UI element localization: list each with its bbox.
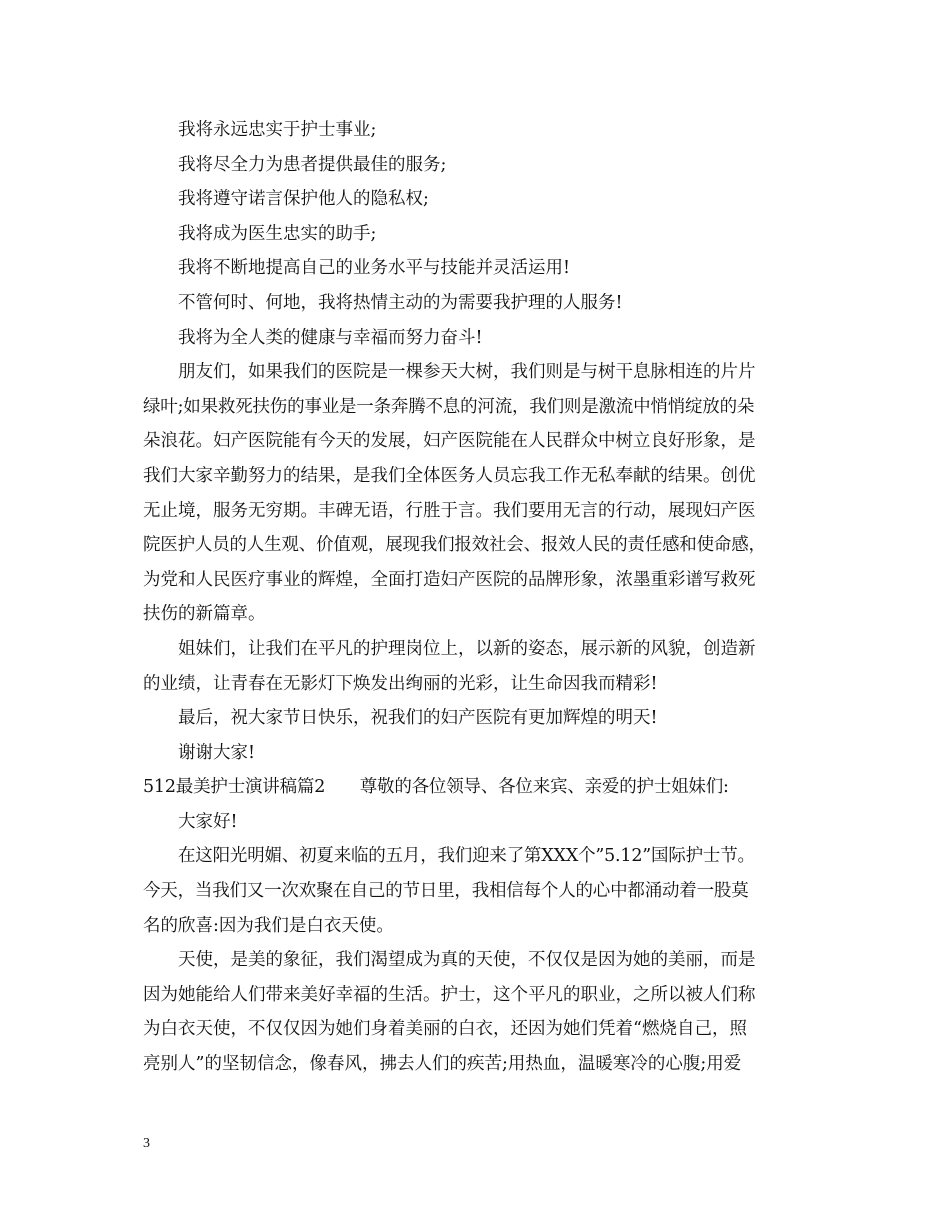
- text-line: 为白衣天使，不仅仅因为她们身着美丽的白衣，还因为她们凭着“燃烧自己，照: [143, 1019, 747, 1040]
- text-line: 朋友们，如果我们的医院是一棵参天大树，我们则是与树干息脉相连的片片: [178, 362, 756, 383]
- text-line: 谢谢大家!: [178, 742, 256, 763]
- text-line: 我将为全人类的健康与幸福而努力奋斗!: [178, 327, 483, 348]
- text-line: 在这阳光明媚、初夏来临的五月，我们迎来了第XXX个”5.12”国际护士节。: [178, 846, 755, 867]
- text-line: 今天，当我们又一次欢聚在自己的节日里，我相信每个人的心中都涌动着一股莫: [143, 881, 749, 902]
- text-line: 为党和人民医疗事业的辉煌，全面打造妇产医院的品牌形象，浓墨重彩谱写救死: [143, 569, 756, 590]
- text-line: 不管何时、何地，我将热情主动的为需要我护理的人服务!: [178, 292, 623, 313]
- text-line: 无止境，服务无穷期。丰碑无语，行胜于言。我们要用无言的行动，展现妇产医: [143, 500, 756, 521]
- text-line: 我将遵守诺言保护他人的隐私权;: [178, 189, 429, 210]
- section-title-line: 512最美护士演讲稿篇2 尊敬的各位领导、各位来宾、亲爱的护士姐妹们:: [143, 777, 729, 798]
- text-line: 院医护人员的人生观、价值观，展现我们报效社会、报效人民的责任感和使命感，: [143, 535, 766, 556]
- text-line: 扶伤的新篇章。: [143, 604, 266, 625]
- text-line: 绿叶;如果救死扶伤的事业是一条奔腾不息的河流，我们则是激流中悄悄绽放的朵: [143, 396, 755, 417]
- text-line: 大家好!: [178, 811, 238, 832]
- text-line: 我将永远忠实于护士事业;: [178, 120, 377, 140]
- text-line: 我们大家辛勤努力的结果，是我们全体医务人员忘我工作无私奉献的结果。创优: [143, 465, 756, 486]
- document-body: [143, 113, 811, 1082]
- text-line: 亮别人”的坚韧信念，像春风，拂去人们的疾苦;用热血，温暖寒冷的心腹;用爱: [143, 1054, 742, 1075]
- text-line: 名的欣喜:因为我们是白衣天使。: [143, 915, 394, 936]
- text-line: 天使，是美的象征，我们渴望成为真的天使，不仅仅是因为她的美丽，而是: [178, 950, 756, 971]
- text-line: 我将成为医生忠实的助手;: [178, 223, 377, 244]
- text-line: 的业绩，让青春在无影灯下焕发出绚丽的光彩，让生命因我而精彩!: [143, 673, 658, 694]
- page-number: 3: [143, 1136, 150, 1151]
- text-line: 我将尽全力为患者提供最佳的服务;: [178, 154, 447, 175]
- text-line: 最后，祝大家节日快乐，祝我们的妇产医院有更加辉煌的明天!: [178, 708, 658, 729]
- text-line: 因为她能给人们带来美好幸福的生活。护士，这个平凡的职业，之所以被人们称: [143, 984, 756, 1005]
- text-line: 朵浪花。妇产医院能有今天的发展，妇产医院能在人民群众中树立良好形象，是: [143, 431, 756, 452]
- text-line: 我将不断地提高自己的业务水平与技能并灵活运用!: [178, 258, 571, 279]
- text-line: 姐妹们，让我们在平凡的护理岗位上，以新的姿态，展示新的风貌，创造新: [178, 638, 756, 659]
